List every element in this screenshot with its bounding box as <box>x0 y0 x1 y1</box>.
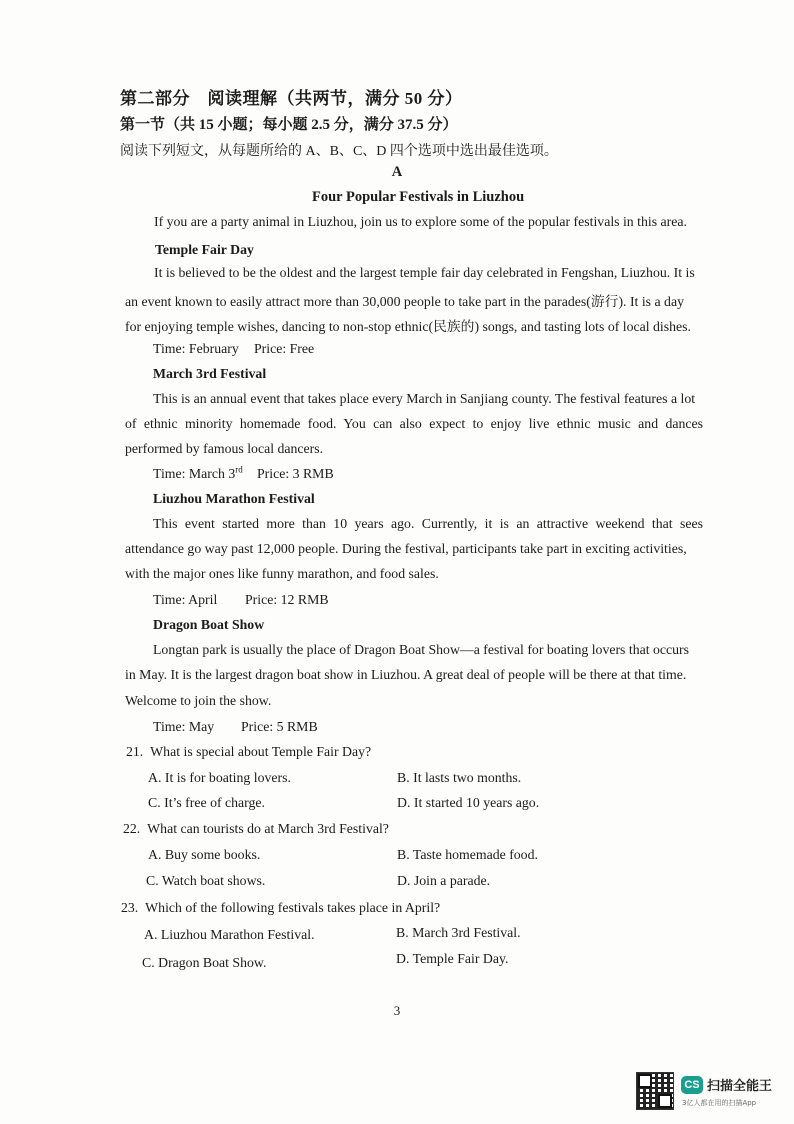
scanner-app-name: 扫描全能王 <box>707 1079 773 1094</box>
answer-option-23c[interactable]: C. Dragon Boat Show. <box>142 955 267 970</box>
festival-text-line: Longtan park is usually the place of Dragon Boat Show—a festival for boating lovers that occurs <box>153 642 690 657</box>
answer-option-21b[interactable]: B. It lasts two months. <box>397 770 522 785</box>
festival-text-line: with the major ones like funny marathon, and food sales. <box>125 566 439 581</box>
festival-text-line: for enjoying temple wishes, dancing to non-stop ethnic(民族的) songs, and tasting lots of local dishes. <box>125 319 691 334</box>
section-title: 第一节（共 15 小题；每小题 2.5 分，满分 37.5 分） <box>120 117 458 133</box>
answer-option-21a[interactable]: A. It is for boating lovers. <box>148 770 291 785</box>
answer-option-21c[interactable]: C. It’s free of charge. <box>148 795 265 810</box>
festival-name-marathon: Liuzhou Marathon Festival <box>153 491 315 506</box>
answer-option-23b[interactable]: B. March 3rd Festival. <box>396 925 521 940</box>
festival-time: Time: March 3rd <box>153 464 243 481</box>
part-title: 第二部分 阅读理解（共两节，满分 50 分） <box>120 89 463 108</box>
festival-price: Price: 12 RMB <box>245 592 329 607</box>
answer-option-22c[interactable]: C. Watch boat shows. <box>146 873 266 888</box>
qr-code-icon <box>636 1072 674 1110</box>
festival-text-line: This event started more than 10 years ago. Currently, it is an attractive weekend that sees <box>153 516 703 531</box>
answer-option-22a[interactable]: A. Buy some books. <box>148 847 261 862</box>
festival-text-line: attendance go way past 12,000 people. During the festival, participants take part in exciting activities, <box>125 541 687 556</box>
festival-name-temple-fair: Temple Fair Day <box>155 242 254 257</box>
festival-time: Time: February <box>153 341 239 356</box>
festival-name-march-3rd: March 3rd Festival <box>153 366 267 381</box>
passage-title: Four Popular Festivals in Liuzhou <box>312 189 525 205</box>
question-21 <box>126 744 371 760</box>
question-23 <box>121 900 440 916</box>
camscanner-logo-icon: CS <box>681 1076 703 1094</box>
question-number: 22. <box>123 821 141 836</box>
festival-text-line: in May. It is the largest dragon boat show in Liuzhou. A great deal of people will be there at that time. <box>125 667 687 682</box>
question-stem: What can tourists do at March 3rd Festival? <box>147 821 389 836</box>
passage-letter: A <box>391 164 403 180</box>
scanner-app-tagline: 3亿人都在用的扫描App <box>682 1099 757 1107</box>
festival-text-line: performed by famous local dancers. <box>125 441 324 456</box>
festival-price: Price: 3 RMB <box>257 466 334 481</box>
festival-text-line: Welcome to join the show. <box>125 693 272 708</box>
question-stem: Which of the following festivals takes place in April? <box>145 900 441 915</box>
question-number: 21. <box>126 744 144 759</box>
answer-option-23d[interactable]: D. Temple Fair Day. <box>396 951 509 966</box>
answer-option-22b[interactable]: B. Taste homemade food. <box>397 847 538 862</box>
answer-option-21d[interactable]: D. It started 10 years ago. <box>397 795 540 810</box>
question-number: 23. <box>121 900 139 915</box>
festival-price: Price: Free <box>254 341 315 356</box>
festival-price: Price: 5 RMB <box>241 719 318 734</box>
festival-text-line: an event known to easily attract more than 30,000 people to take part in the parades(游行). It is a day <box>125 294 684 309</box>
festival-time: Time: April <box>153 592 218 607</box>
festival-text-line: of ethnic minority homemade food. You can also expect to enjoy live ethnic music and dances <box>125 416 703 431</box>
festival-text-line: It is believed to be the oldest and the largest temple fair day celebrated in Fengshan, Liuzhou. It is <box>154 265 695 280</box>
question-stem: What is special about Temple Fair Day? <box>150 744 372 759</box>
instruction: 阅读下列短文，从每题所给的 A、B、C、D 四个选项中选出最佳选项。 <box>120 144 558 159</box>
page-number: 3 <box>393 1003 401 1018</box>
festival-time: Time: May <box>153 719 215 734</box>
passage-intro: If you are a party animal in Liuzhou, join us to explore some of the popular festivals in this area. <box>154 214 687 229</box>
festival-text-line: This is an annual event that takes place every March in Sanjiang county. The festival features a lot <box>153 391 696 406</box>
festival-name-dragon-boat: Dragon Boat Show <box>153 617 265 632</box>
question-22 <box>123 821 389 837</box>
answer-option-23a[interactable]: A. Liuzhou Marathon Festival. <box>144 927 315 942</box>
answer-option-22d[interactable]: D. Join a parade. <box>397 873 491 888</box>
